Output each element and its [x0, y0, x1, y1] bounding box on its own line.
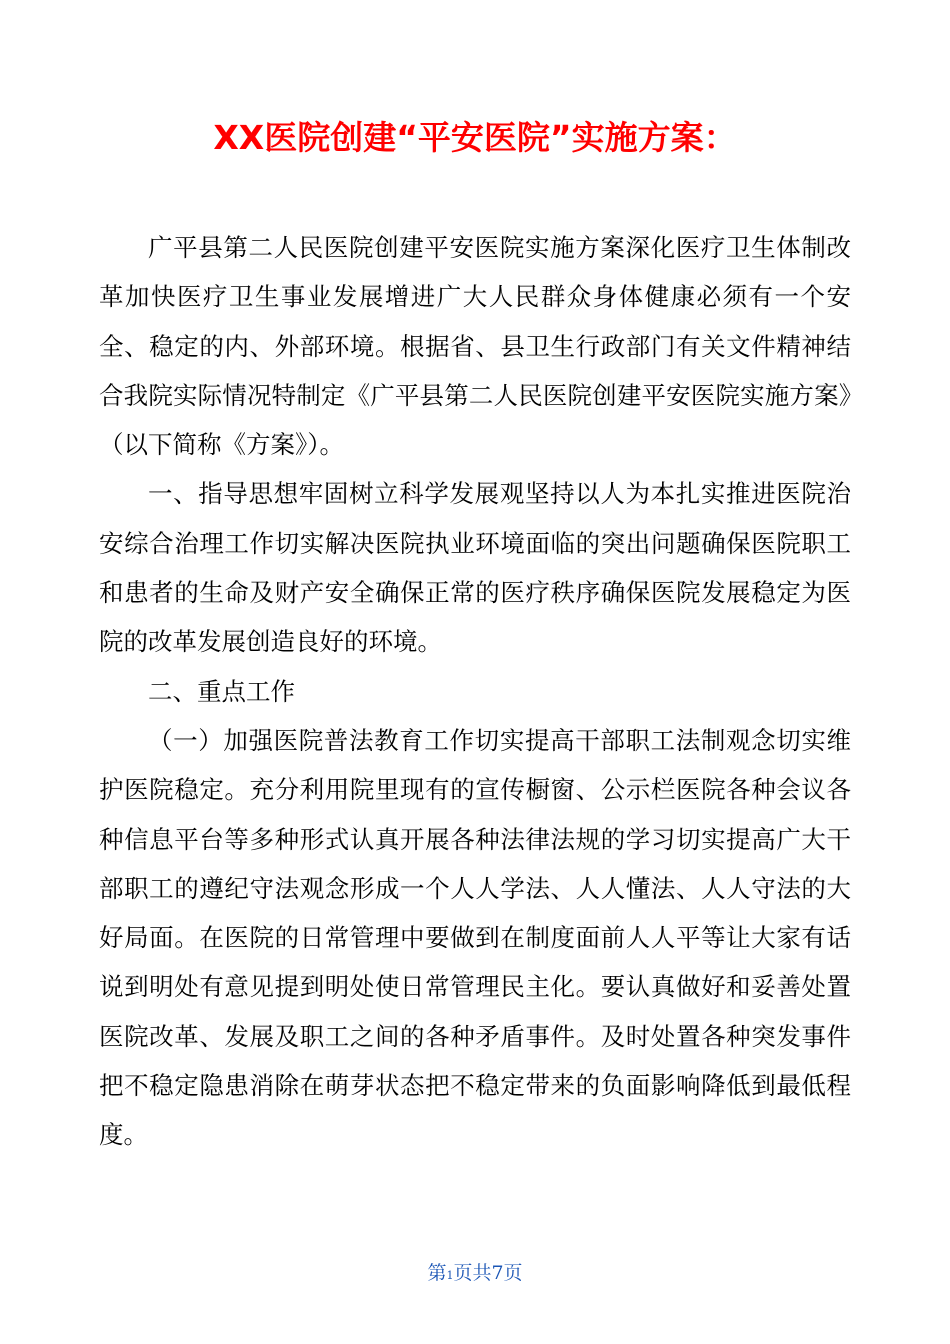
page-footer — [0, 1258, 950, 1285]
footer-prefix: 第 — [427, 1262, 447, 1284]
document-body — [99, 223, 851, 1160]
footer-suffix: 页共7页 — [453, 1262, 523, 1284]
paragraph-intro: 广平县第二人民医院创建平安医院实施方案深化医疗卫生体制改革加快医疗卫生事业发展增进广大人民群众身体健康必须有一个安全、稳定的内、外部环境。根据省、县卫生行政部门有关文件精神结合我院实际情况特制定《广平县第二人民医院创建平安医院实施方案》（以下简称《方案》）。 — [99, 233, 851, 460]
paragraph-key-work-heading: 二、重点工作 — [148, 676, 295, 706]
footer-page-number: 1 — [446, 1269, 454, 1282]
paragraph-guiding-ideology: 一、指导思想牢固树立科学发展观坚持以人为本扎实推进医院治安综合治理工作切实解决医院执业环境面临的突出问题确保医院职工和患者的生命及财产安全确保正常的医疗秩序确保医院发展稳定为医院的改革发展创造良好的环境。 — [99, 479, 851, 657]
document-title: XX医院创建“平安医院”实施方案： — [213, 118, 737, 157]
paragraph-legal-education: （一）加强医院普法教育工作切实提高干部职工法制观念切实维护医院稳定。充分利用院里现有的宣传橱窗、公示栏医院各种会议各种信息平台等多种形式认真开展各种法律法规的学习切实提高广大干部职工的遵纪守法观念形成一个人人学法、人人懂法、人人守法的大好局面。在医院的日常管理中要做到在制度面前人人平等让大家有话说到明处有意见提到明处使日常管理民主化。要认真做好和妥善处置医院改革、发展及职工之间的各种矛盾事件。及时处置各种突发事件把不稳定隐患消除在萌芽状态把不稳定带来的负面影响降低到最低程度。 — [99, 725, 851, 1150]
